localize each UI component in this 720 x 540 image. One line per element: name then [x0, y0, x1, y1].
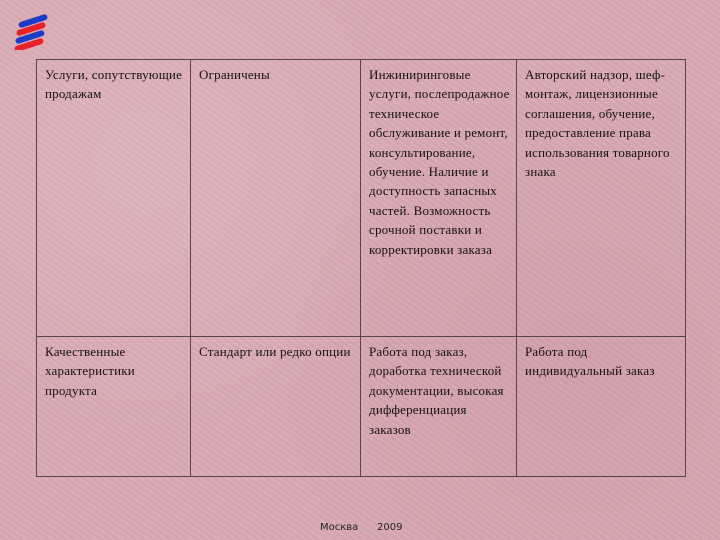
table-row [37, 337, 686, 477]
table-row [37, 60, 686, 337]
footer-city: Москва [320, 522, 359, 533]
table-cell: Услуги, сопутствующие продажам [37, 60, 191, 337]
stacked-bars-logo-icon [12, 14, 52, 50]
table-cell: Стандарт или редко опции [191, 337, 361, 477]
table-cell: Работа под индивидуальный заказ [517, 337, 686, 477]
table-cell: Ограничены [191, 60, 361, 337]
table-cell: Работа под заказ, доработка технической документации, высокая дифференциация заказов [361, 337, 517, 477]
table-cell: Авторский надзор, шеф-монтаж, лицензионные соглашения, обучение, предоставление права использования товарного знака [517, 60, 686, 337]
footer-year: 2009 [377, 522, 403, 533]
table-cell: Инжиниринговые услуги, послепродажное техническое обслуживание и ремонт, консультирование, обучение. Наличие и доступность запасных частей. Возможность срочной поставки и корректировки заказа [361, 60, 517, 337]
comparison-table [36, 59, 686, 477]
table-cell: Качественные характеристики продукта [37, 337, 191, 477]
